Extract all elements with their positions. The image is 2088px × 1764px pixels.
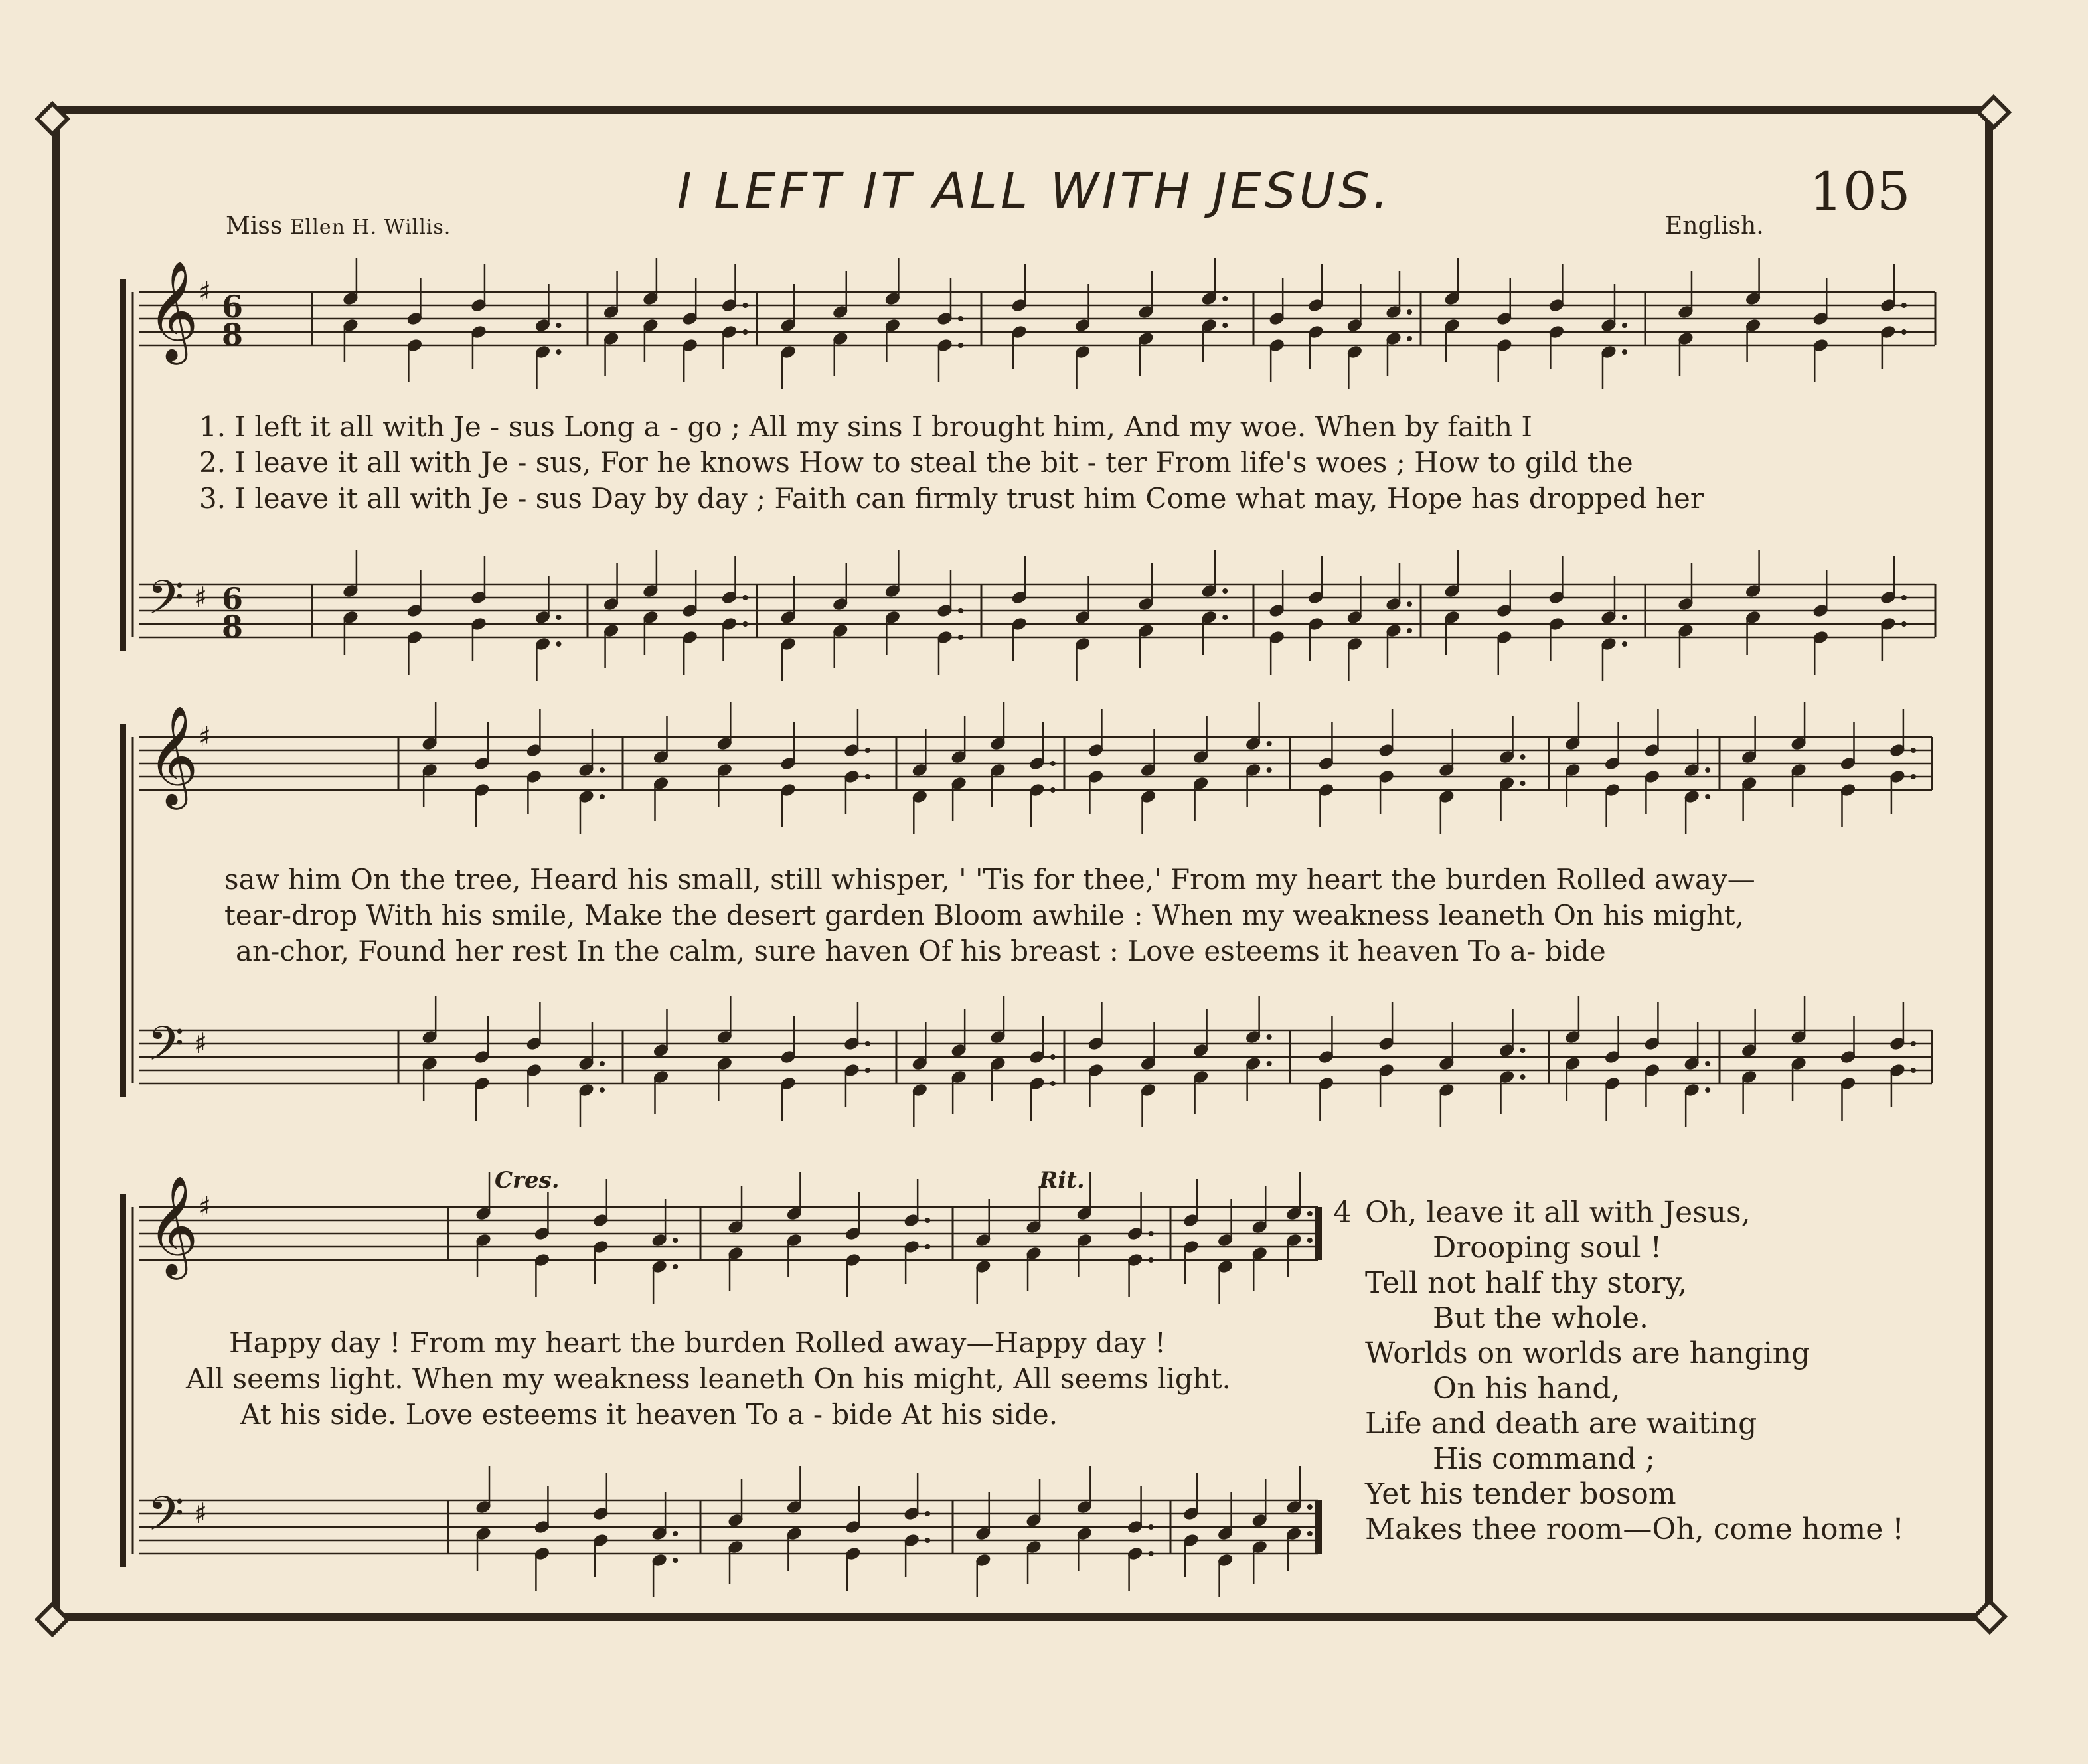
lyric-line-verse-3-cont: an-chor, Found her rest In the calm, sure haven Of his breast : Love esteems it heaven To a- bide — [236, 935, 1606, 967]
dot — [1705, 767, 1710, 773]
dot — [958, 635, 963, 640]
stanza-line: Worlds on worlds are hanging — [1365, 1336, 1810, 1370]
key-signature-sharp: ♯ — [194, 1027, 208, 1060]
dot — [1267, 741, 1272, 746]
time-signature-bottom: 8 — [222, 609, 244, 645]
dot — [742, 329, 748, 335]
time-signature-top: 6 — [222, 581, 244, 617]
dot — [1407, 628, 1412, 633]
lyric-line-verse-3: 3. I leave it all with Je - sus Day by day ; Faith can firmly trust him Come what may, Hope has dropped her — [199, 482, 1704, 515]
stanza-number: 4 — [1333, 1196, 1352, 1230]
dot — [1050, 1054, 1056, 1060]
dot — [1267, 767, 1272, 773]
dot — [1267, 1061, 1272, 1066]
hymn-title: I LEFT IT ALL WITH JESUS. — [677, 163, 1392, 220]
lyric-line-verse-2: 2. I leave it all with Je - sus, For he knows How to steal the bit - ter From life's woes ; How to gild the — [199, 446, 1633, 479]
ritardando-marking: Rit. — [1039, 1167, 1085, 1194]
dot — [1901, 329, 1907, 335]
key-signature-sharp: ♯ — [194, 581, 208, 613]
system-brace — [120, 279, 126, 651]
stanza-line: Drooping soul ! — [1433, 1231, 1662, 1265]
stanza-line: 4 Oh, leave it all with Jesus, — [1333, 1196, 1751, 1230]
dot — [925, 1538, 930, 1543]
dot — [865, 774, 870, 779]
final-barline — [1315, 1500, 1322, 1554]
page-number: 105 — [1809, 161, 1911, 222]
dot — [556, 323, 561, 328]
dot — [556, 615, 561, 620]
bass-clef: 𝄢 — [147, 1016, 185, 1083]
dot — [742, 621, 748, 627]
dot — [925, 1244, 930, 1249]
dot — [1050, 787, 1056, 793]
dot — [600, 1087, 605, 1093]
bass-clef: 𝄢 — [147, 570, 185, 637]
dot — [1911, 1068, 1916, 1073]
stanza-line: Tell not half thy story, — [1365, 1266, 1688, 1300]
dot — [1520, 1048, 1526, 1053]
dot — [673, 1238, 678, 1243]
dot — [958, 608, 963, 613]
dot — [1911, 748, 1916, 753]
dot — [1149, 1551, 1154, 1556]
dot — [1705, 1061, 1710, 1066]
dot — [1149, 1231, 1154, 1236]
dot — [1901, 595, 1907, 600]
dot — [742, 595, 748, 600]
dot — [1307, 1238, 1313, 1243]
dot — [1307, 1211, 1313, 1216]
stanza-line: His command ; — [1433, 1442, 1656, 1476]
lyric-line-verse-1-end: Happy day ! From my heart the burden Rolled away—Happy day ! — [229, 1326, 1166, 1359]
final-barline — [1315, 1207, 1322, 1260]
dot — [1911, 1041, 1916, 1046]
dot — [1407, 601, 1412, 607]
lyric-line-verse-3-end: At his side. Love esteems it heaven To a - bide At his side. — [240, 1398, 1058, 1431]
dot — [1407, 309, 1412, 315]
tune-name: English. — [1665, 212, 1764, 240]
dot — [1911, 774, 1916, 779]
treble-clef: 𝄞 — [147, 1174, 199, 1275]
dot — [673, 1264, 678, 1269]
dot — [1307, 1504, 1313, 1510]
dot — [1520, 1074, 1526, 1080]
dot — [673, 1531, 678, 1536]
dot — [1149, 1257, 1154, 1263]
key-signature-sharp: ♯ — [198, 720, 212, 753]
dot — [865, 748, 870, 753]
dot — [1222, 296, 1228, 301]
author-name: Ellen H. Willis. — [289, 216, 451, 239]
dot — [673, 1558, 678, 1563]
dot — [925, 1511, 930, 1516]
stanza-line: Makes thee room—Oh, come home ! — [1365, 1512, 1904, 1546]
dot — [1520, 754, 1526, 760]
dot — [742, 303, 748, 308]
time-signature-top: 6 — [222, 289, 244, 325]
dot — [1050, 1081, 1056, 1086]
dot — [958, 316, 963, 321]
dot — [600, 767, 605, 773]
lyric-line-verse-2-cont: tear-drop With his smile, Make the desert garden Bloom awhile : When my weakness leaneth On his might, — [224, 899, 1745, 931]
dot — [1222, 615, 1228, 620]
dot — [1705, 1087, 1710, 1093]
dot — [556, 349, 561, 355]
dot — [556, 641, 561, 647]
bass-clef: 𝄢 — [147, 1486, 185, 1553]
dot — [1407, 336, 1412, 341]
dot — [1622, 641, 1627, 647]
system-brace — [120, 1194, 126, 1567]
lyric-line-verse-1-cont: saw him On the tree, Heard his small, still whisper, ' 'Tis for thee,' From my heart the burden Rolled away— — [224, 863, 1755, 896]
dot — [865, 1041, 870, 1046]
dot — [925, 1218, 930, 1223]
dot — [1901, 303, 1907, 308]
stanza-line: But the whole. — [1433, 1301, 1648, 1335]
system-brace — [120, 724, 126, 1097]
dot — [1222, 323, 1228, 328]
dot — [1622, 323, 1627, 328]
key-signature-sharp: ♯ — [198, 1190, 212, 1223]
key-signature-sharp: ♯ — [198, 276, 212, 308]
dot — [1622, 349, 1627, 355]
dot — [1901, 621, 1907, 627]
dot — [600, 1061, 605, 1066]
dot — [1520, 781, 1526, 786]
dot — [1705, 794, 1710, 799]
dot — [1149, 1524, 1154, 1530]
stanza-line: Yet his tender bosom — [1365, 1477, 1676, 1511]
stanza-line: On his hand, — [1433, 1372, 1621, 1405]
dot — [600, 794, 605, 799]
dot — [865, 1068, 870, 1073]
dot — [1050, 761, 1056, 766]
author-prefix: Miss — [226, 212, 283, 240]
dot — [1622, 615, 1627, 620]
dot — [1267, 1034, 1272, 1040]
dot — [1222, 588, 1228, 594]
treble-clef: 𝄞 — [147, 260, 199, 361]
stanza-4 — [1333, 1195, 1904, 1547]
key-signature-sharp: ♯ — [194, 1497, 208, 1530]
crescendo-marking: Cres. — [495, 1167, 560, 1194]
stanza-line: Life and death are waiting — [1365, 1407, 1757, 1441]
time-signature-bottom: 8 — [222, 317, 244, 353]
lyric-line-verse-2-end: All seems light. When my weakness leaneth On his might, All seems light. — [186, 1362, 1232, 1395]
treble-clef: 𝄞 — [147, 704, 199, 805]
dot — [958, 343, 963, 348]
dot — [1307, 1531, 1313, 1536]
lyric-line-verse-1: 1. I left it all with Je - sus Long a - go ; All my sins I brought him, And my woe. When by faith I — [199, 410, 1532, 443]
